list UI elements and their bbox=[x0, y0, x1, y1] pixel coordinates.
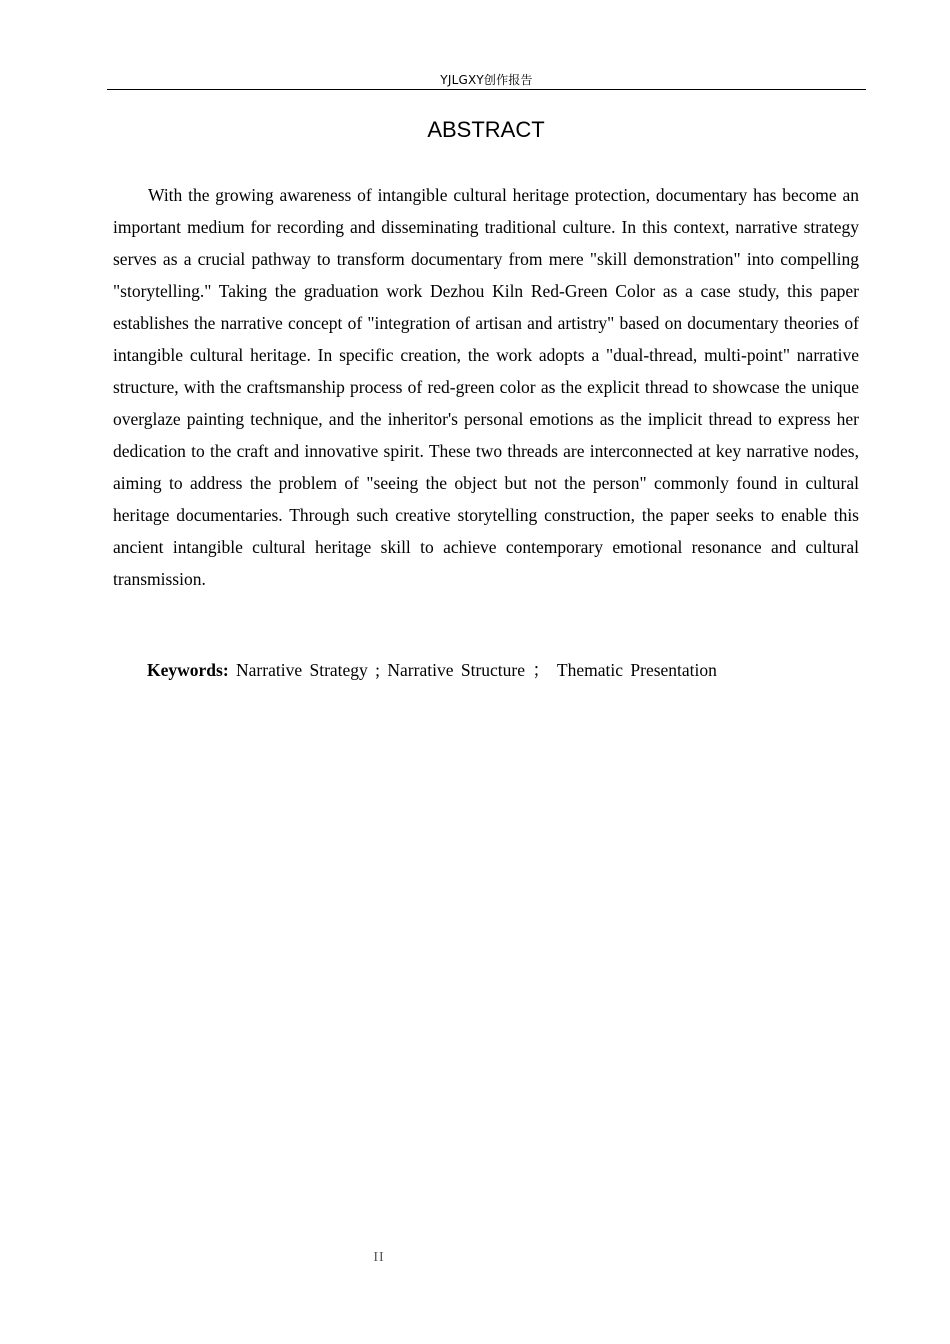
keywords-value: Narrative Strategy ; Narrative Structure ； Thematic Presentation bbox=[236, 660, 717, 680]
header-rule bbox=[107, 89, 866, 90]
running-header: YJLGXY创作报告 bbox=[440, 73, 533, 87]
abstract-title: ABSTRACT bbox=[427, 117, 545, 142]
page-number: II bbox=[373, 1250, 385, 1265]
keywords-label: Keywords: bbox=[147, 660, 229, 680]
abstract-body: With the growing awareness of intangible cultural heritage protection, documentary has become an important medium for recording and disseminating traditional culture. In this context, narrative strategy serves as a crucial pathway to transform documentary from mere "skill demonstration" into compelling "storytelling." Taking the graduation work Dezhou Kiln Red-Green Color as a case study, this paper establishes the narrative concept of "integration of artisan and artistry" based on documentary theories of intangible cultural heritage. In specific creation, the work adopts a "dual-thread, multi-point" narrative structure, with the craftsmanship process of red-green color as the explicit thread to showcase the unique overglaze painting technique, and the inheritor's personal emotions as the implicit thread to express her dedication to the craft and innovative spirit. These two threads are interconnected at key narrative nodes, aiming to address the problem of "seeing the object but not the person" commonly found in cultural heritage documentaries. Through such creative storytelling construction, the paper seeks to enable this ancient intangible cultural heritage skill to achieve contemporary emotional resonance and cultural transmission. bbox=[113, 185, 859, 589]
keywords-line bbox=[147, 656, 859, 684]
